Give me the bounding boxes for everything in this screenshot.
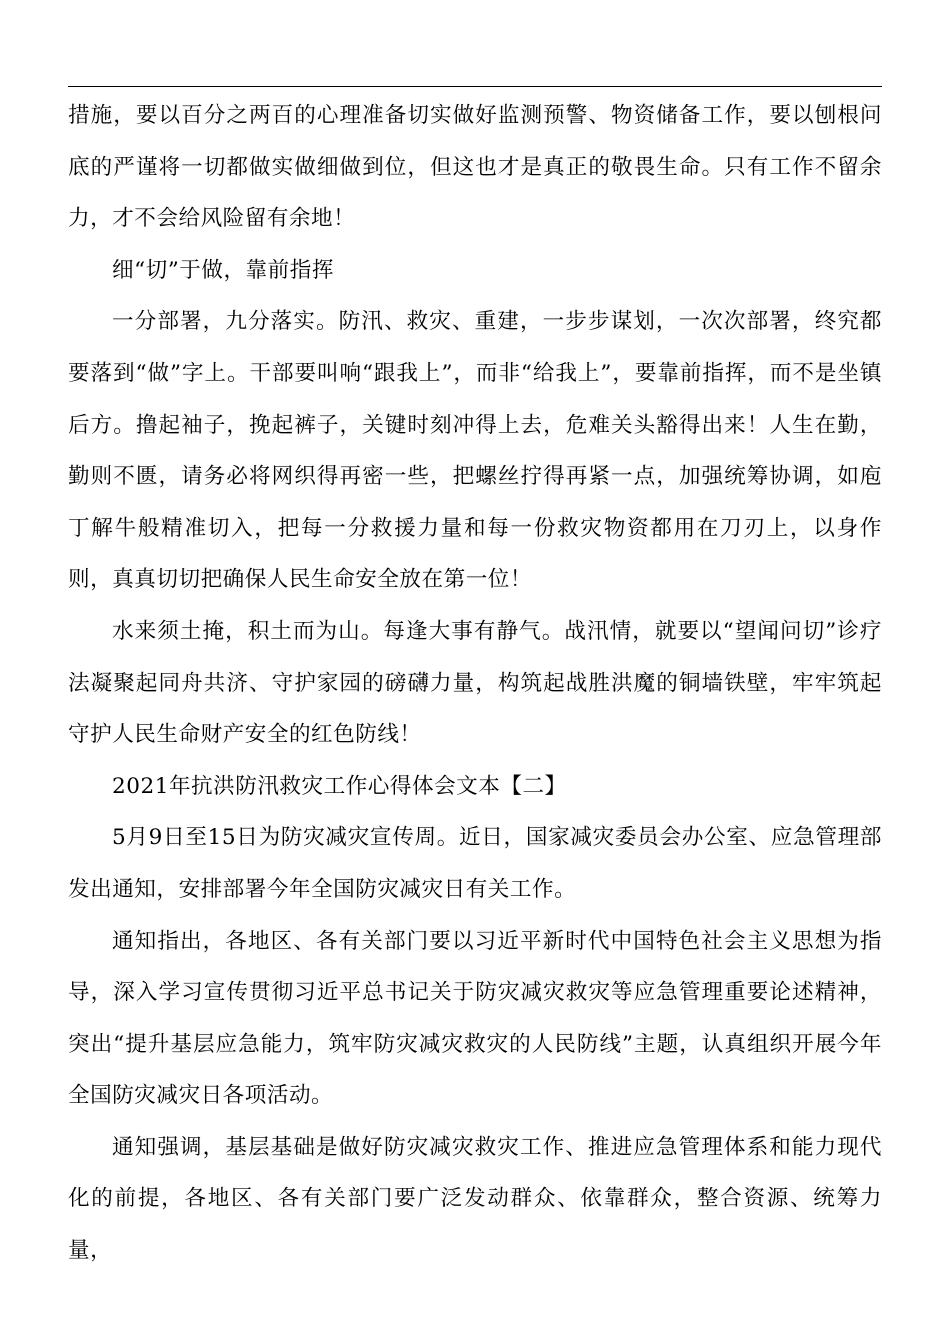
paragraph: 通知指出，各地区、各有关部门要以习近平新时代中国特色社会主义思想为指导，深入学习宣传贯彻习近平总书记关于防灾减灾救灾等应急管理重要论述精神，突出“提升基层应急能力，筑牢防灾减灾救灾的人民防线”主题，认真组织开展今年全国防灾减灾日各项活动。 [68,928,882,1109]
paragraph: 一分部署，九分落实。防汛、救灾、重建，一步步谋划，一次次部署，终究都要落到“做”字上。干部要叫响“跟我上”，而非“给我上”，要靠前指挥，而不是坐镇后方。撸起袖子，挽起裤子，关键时刻冲得上去，危难关头豁得出来！人生在勤，勤则不匮，请务必将网织得再密一些，把螺丝拧得再紧一点，加强统筹协调，如庖丁解牛般精准切入，把每一分救援力量和每一份救灾物资都用在刀刃上，以身作则，真真切切把确保人民生命安全放在第一位！ [68,309,882,593]
section-heading: 细“切”于做，靠前指挥 [112,257,334,283]
paragraph: 水来须土掩，积土而为山。每逢大事有静气。战汛情，就要以“望闻问切”诊疗法凝聚起同舟共济、守护家园的磅礴力量，构筑起战胜洪魔的铜墙铁壁，牢牢筑起守护人民生命财产安全的红色防线！ [68,618,882,748]
header-rule [68,86,882,87]
paragraph-continuation: 措施，要以百分之两百的心理准备切实做好监测预警、物资储备工作，要以刨根问底的严谨将一切都做实做细做到位，但这也才是真正的敬畏生命。只有工作不留余力，才不会给风险留有余地！ [68,103,882,232]
document-body [68,90,882,1277]
paragraph: 5月9日至15日为防灾减灾宣传周。近日，国家减灾委员会办公室、应急管理部发出通知，安排部署今年全国防灾减灾日有关工作。 [68,825,882,902]
section-title: 2021年抗洪防汛救灾工作心得体会文本【二】 [112,773,567,799]
paragraph: 通知强调，基层基础是做好防灾减灾救灾工作、推进应急管理体系和能力现代化的前提，各地区、各有关部门要广泛发动群众、依靠群众，整合资源、统筹力量， [68,1134,882,1264]
